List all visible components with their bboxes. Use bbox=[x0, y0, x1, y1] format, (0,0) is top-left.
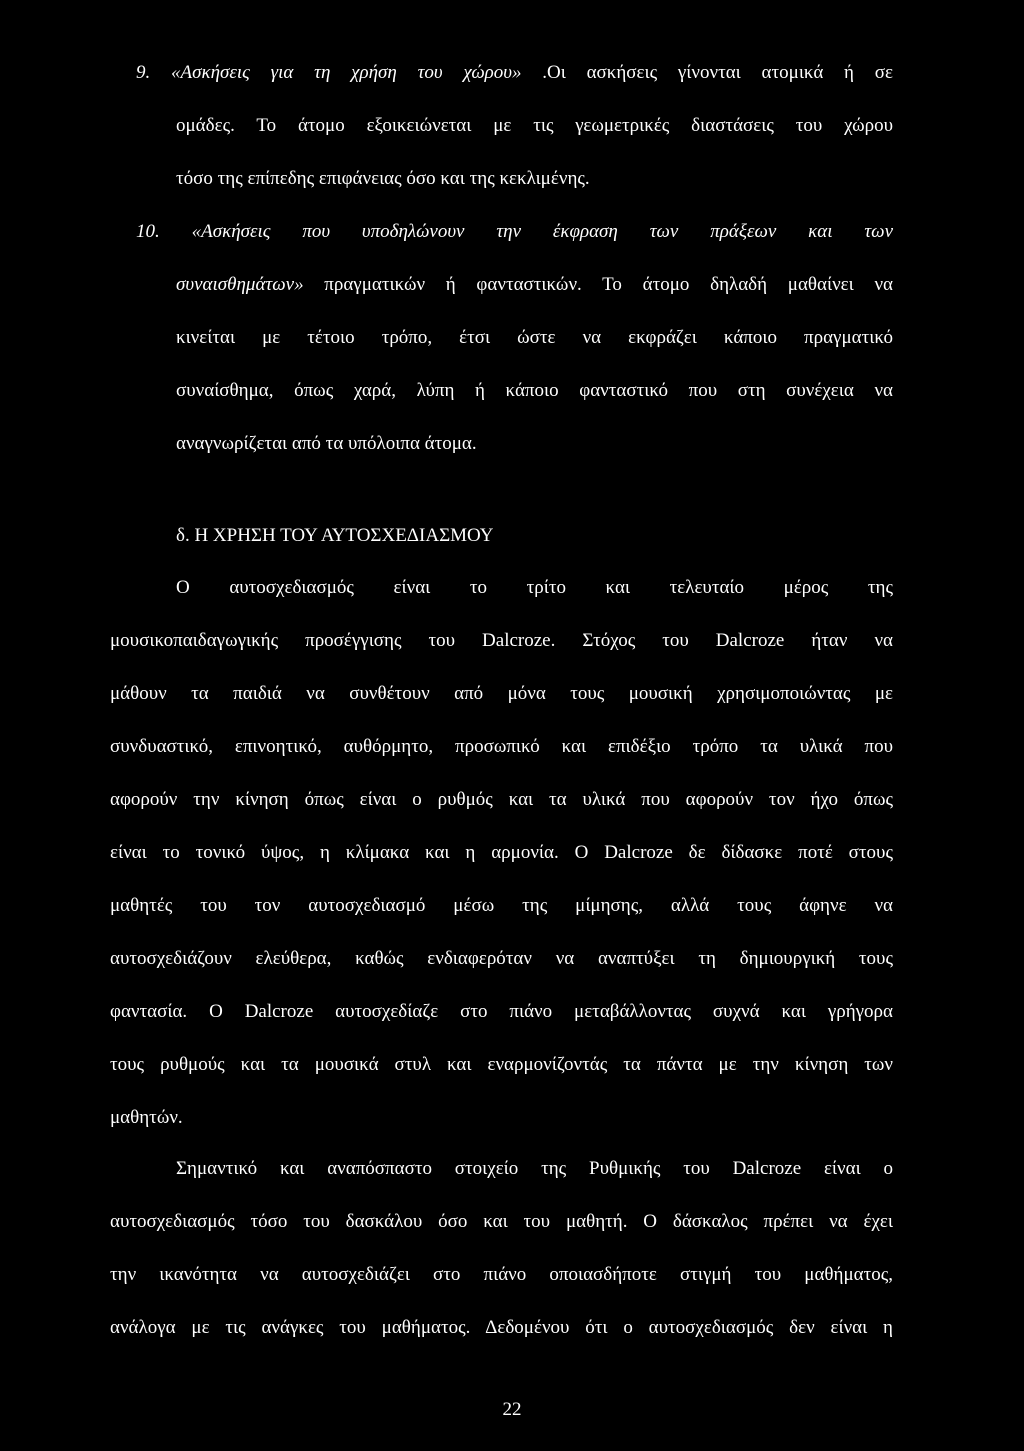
text-line bbox=[176, 432, 477, 456]
page-number: 22 bbox=[502, 1399, 522, 1420]
text-span: .Οι ασκήσεις γίνονται ατομικά ή σε bbox=[521, 62, 893, 83]
text-span: κινείται με τέτοιο τρόπο, έτσι ώστε να εκφράζει κάποιο πραγματικό bbox=[176, 327, 893, 348]
text-line bbox=[176, 379, 893, 403]
text-line bbox=[110, 894, 893, 918]
text-span: φαντασία. Ο Dalcroze αυτοσχεδίαζε στο πιάνο μεταβάλλοντας συχνά και γρήγορα bbox=[110, 1001, 893, 1022]
text-span: αναγνωρίζεται από τα υπόλοιπα άτομα. bbox=[176, 433, 477, 454]
italic-text: συναισθημάτων» bbox=[176, 274, 304, 295]
text-span: ομάδες. Το άτομο εξοικειώνεται με τις γεωμετρικές διαστάσεις του χώρου bbox=[176, 115, 893, 136]
italic-text: 10. bbox=[136, 221, 192, 242]
text-line bbox=[110, 735, 893, 759]
text-line bbox=[136, 220, 893, 244]
text-line bbox=[176, 1157, 893, 1181]
text-span: τόσο της επίπεδης επιφάνειας όσο και της κεκλιμένης. bbox=[176, 168, 590, 189]
text-span: Ο αυτοσχεδιασμός είναι το τρίτο και τελευταίο μέρος της bbox=[176, 577, 893, 598]
text-line bbox=[110, 1000, 893, 1024]
text-line bbox=[176, 273, 893, 297]
italic-text: «Ασκήσεις για τη χρήση του χώρου» bbox=[171, 62, 522, 83]
text-line bbox=[136, 61, 893, 85]
text-line bbox=[110, 947, 893, 971]
text-span: Σημαντικό και αναπόσπαστο στοιχείο της Ρυθμικής του Dalcroze είναι ο bbox=[176, 1158, 893, 1179]
text-span: την ικανότητα να αυτοσχεδιάζει στο πιάνο οποιασδήποτε στιγμή του μαθήματος, bbox=[110, 1264, 893, 1285]
text-line bbox=[110, 682, 893, 706]
text-line bbox=[110, 1316, 893, 1340]
text-line bbox=[110, 629, 893, 653]
text-line bbox=[110, 1263, 893, 1287]
text-span: αυτοσχεδιασμός τόσο του δασκάλου όσο και του μαθητή. Ο δάσκαλος πρέπει να έχει bbox=[110, 1211, 893, 1232]
text-span: μάθουν τα παιδιά να συνθέτουν από μόνα τους μουσική χρησιμοποιώντας με bbox=[110, 683, 893, 704]
text-span: συνδυαστικό, επινοητικό, αυθόρμητο, προσωπικό και επιδέξιο τρόπο τα υλικά που bbox=[110, 736, 893, 757]
text-line bbox=[110, 841, 893, 865]
text-span: ανάλογα με τις ανάγκες του μαθήματος. Δεδομένου ότι ο αυτοσχεδιασμός δεν είναι η bbox=[110, 1317, 893, 1338]
text-span: αφορούν την κίνηση όπως είναι ο ρυθμός και τα υλικά που αφορούν τον ήχο όπως bbox=[110, 789, 893, 810]
text-line bbox=[176, 326, 893, 350]
text-span: μαθητών. bbox=[110, 1107, 183, 1128]
text-line bbox=[176, 576, 893, 600]
text-span: τους ρυθμούς και τα μουσικά στυλ και εναρμονίζοντάς τα πάντα με την κίνηση των bbox=[110, 1054, 893, 1075]
text-line bbox=[110, 1053, 893, 1077]
text-span: συναίσθημα, όπως χαρά, λύπη ή κάποιο φανταστικό που στη συνέχεια να bbox=[176, 380, 893, 401]
italic-text: «Ασκήσεις που υποδηλώνουν την έκφραση των πράξεων και των bbox=[191, 221, 894, 242]
text-line bbox=[110, 788, 893, 812]
text-span: πραγματικών ή φανταστικών. Το άτομο δηλαδή μαθαίνει να bbox=[303, 274, 893, 295]
text-span: μουσικοπαιδαγωγικής προσέγγισης του Dalcroze. Στόχος του Dalcroze ήταν να bbox=[110, 630, 893, 651]
italic-text: 9. bbox=[136, 62, 172, 83]
text-span: μαθητές του τον αυτοσχεδιασμό μέσω της μίμησης, αλλά τους άφηνε να bbox=[110, 895, 893, 916]
text-span: αυτοσχεδιάζουν ελεύθερα, καθώς ενδιαφερόταν να αναπτύξει τη δημιουργική τους bbox=[110, 948, 893, 969]
text-line bbox=[110, 1210, 893, 1234]
text-span: είναι το τονικό ύψος, η κλίμακα και η αρμονία. Ο Dalcroze δε δίδασκε ποτέ στους bbox=[110, 842, 893, 863]
text-line bbox=[176, 114, 893, 138]
text-line bbox=[176, 167, 590, 191]
text-line bbox=[110, 1106, 183, 1130]
text-span: δ. Η ΧΡΗΣΗ ΤΟΥ ΑΥΤΟΣΧΕΔΙΑΣΜΟΥ bbox=[176, 525, 494, 546]
section-heading bbox=[176, 524, 494, 548]
